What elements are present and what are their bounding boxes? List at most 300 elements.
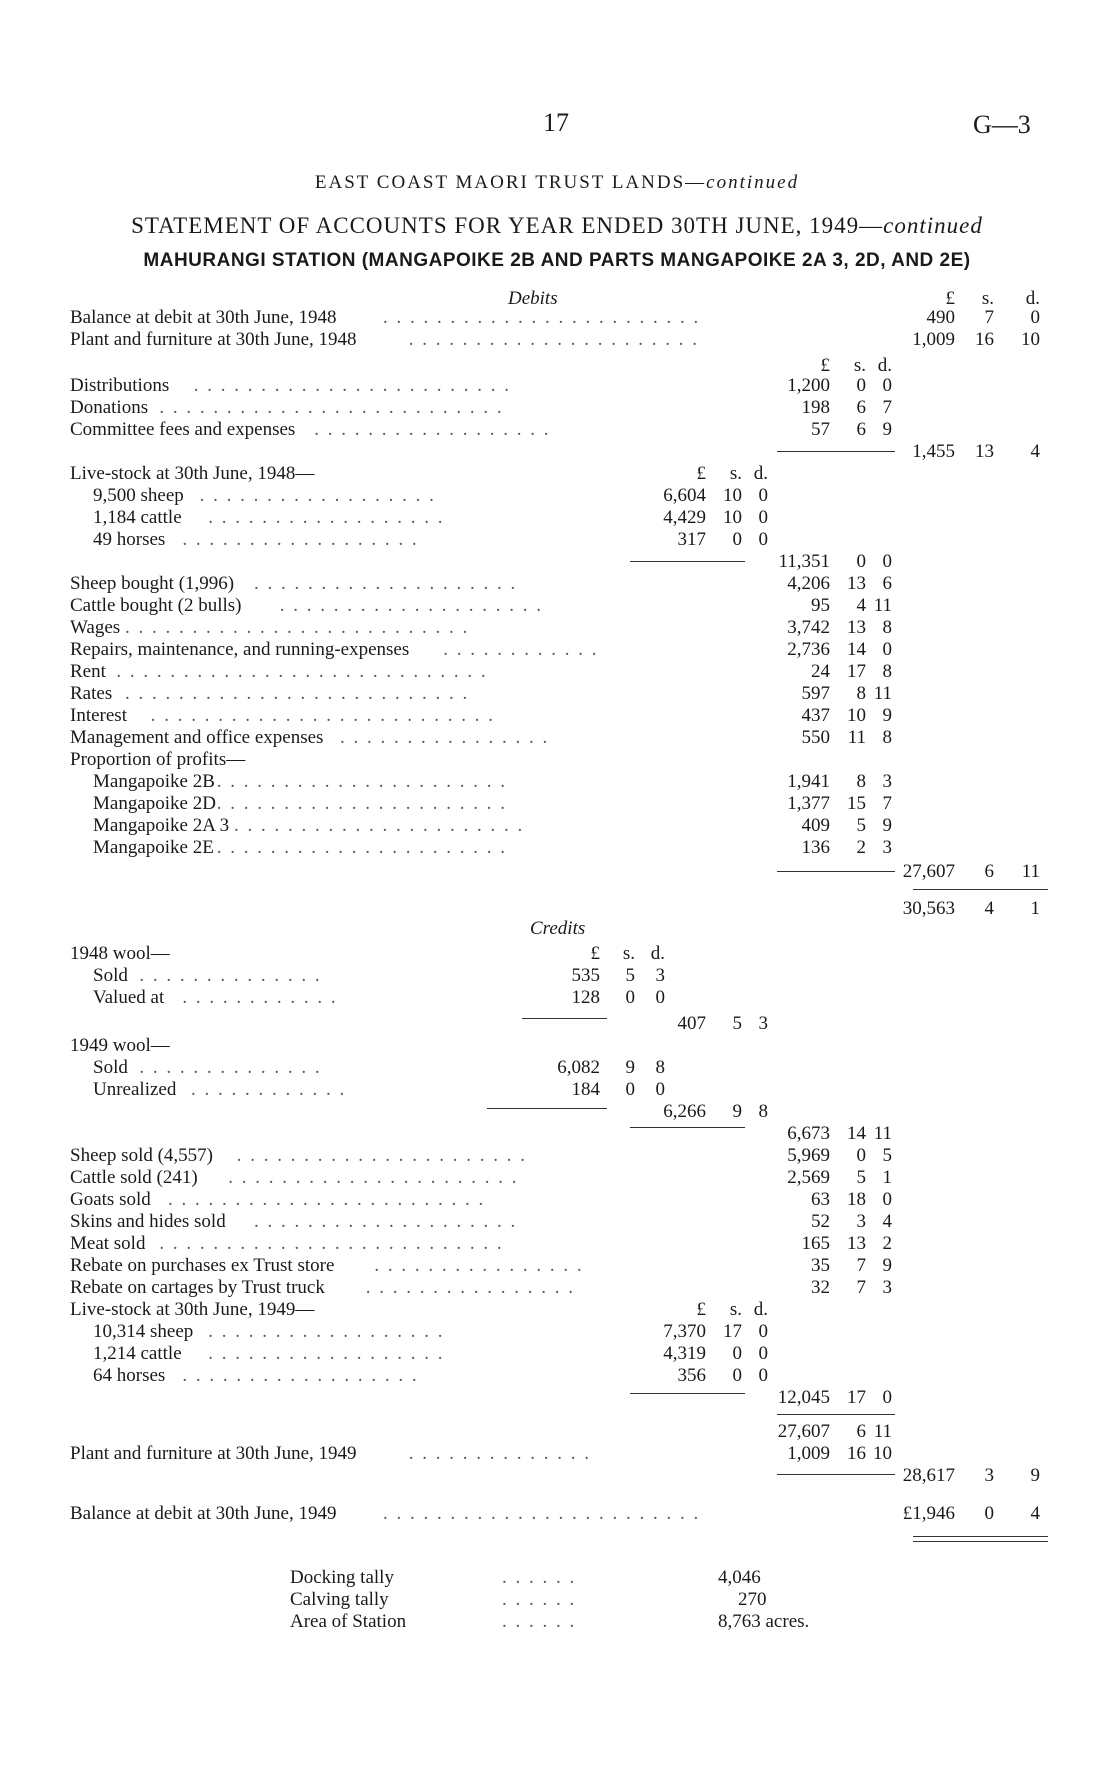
profit-share-shillings: 8 — [856, 771, 866, 792]
credit-item-pounds: 165 — [801, 1233, 830, 1254]
ledger-row — [0, 397, 1114, 419]
livestock-1949-item-pence: 0 — [758, 1365, 768, 1386]
row-label: Management and office expenses — [70, 727, 324, 748]
row-label: Plant and furniture at 30th June, 1948 — [70, 329, 357, 350]
leader-dots: . . . . . . . . . . . . . . . . . . — [208, 1343, 445, 1364]
leader-dots: . . . . . . . . . . . . . . . . . . . . . . . . . . — [150, 705, 496, 726]
row-label: Committee fees and expenses — [70, 419, 296, 440]
credits-wool-col-head-pounds: £ — [590, 943, 600, 964]
sheep-1948-shillings: 10 — [723, 485, 742, 506]
wool-total-shillings: 14 — [847, 1123, 866, 1144]
row-label: Rebate on purchases ex Trust store — [70, 1255, 335, 1276]
row-label: Rent — [70, 661, 106, 682]
debit-item-shillings: 17 — [847, 661, 866, 682]
leader-dots: . . . . . . . . . . . . . . — [408, 1443, 592, 1464]
wool-1949-sold-pounds: 6,082 — [557, 1057, 600, 1078]
livestock-1949-item-pounds: 7,370 — [663, 1321, 706, 1342]
horses-1948-pounds: 317 — [677, 529, 706, 550]
row-label: Sold — [93, 965, 128, 986]
rule-line — [913, 1541, 1048, 1542]
leader-dots: . . . . . . . . . . . . . . . . . . . . . . . . . . — [125, 617, 470, 638]
debit-item-shillings: 10 — [847, 705, 866, 726]
wool-1948-valued-pence: 0 — [655, 987, 665, 1008]
ledger-row — [0, 1277, 1114, 1299]
cattle-1948-pounds: 4,429 — [663, 507, 706, 528]
ledger-row — [0, 1421, 1114, 1443]
debits-grand-total-pounds: 30,563 — [902, 898, 955, 919]
livestock-1949-col-head-pence: d. — [753, 1299, 768, 1320]
credit-item-pence: 9 — [882, 1255, 892, 1276]
plant-1948-pounds: 1,009 — [912, 329, 955, 350]
ledger-row — [0, 771, 1114, 793]
leader-dots: . . . . . . — [502, 1567, 577, 1588]
debit-item-pounds: 597 — [801, 683, 830, 704]
credit-item-shillings: 7 — [856, 1277, 866, 1298]
row-label: 1,214 cattle — [93, 1343, 182, 1364]
row-label: Sheep bought (1,996) — [70, 573, 235, 594]
livestock-1948-col-head-shillings: s. — [729, 463, 742, 484]
leader-dots: . . . . . . . . . . . . . . . . . . . . . . — [234, 815, 525, 836]
livestock-1949-item-pence: 0 — [758, 1343, 768, 1364]
row-label: 49 horses — [93, 529, 166, 550]
livestock-1949-item-shillings: 17 — [723, 1321, 742, 1342]
debit-item-pence: 0 — [882, 639, 892, 660]
credit-item-pence: 4 — [882, 1211, 892, 1232]
leader-dots: . . . . . . . . . . . . . . . . — [374, 1255, 584, 1276]
livestock-1948-col-head-pence: d. — [753, 463, 768, 484]
row-label: Mangapoike 2A 3 — [93, 815, 230, 836]
ledger-row — [0, 898, 1114, 920]
plant-1949-shillings: 16 — [847, 1443, 866, 1464]
plant-1948-shillings: 16 — [975, 329, 994, 350]
ledger-row — [0, 1123, 1114, 1145]
ledger-row — [0, 1057, 1114, 1079]
page-number: 17 — [543, 108, 569, 137]
debit-item-shillings: 4 — [856, 595, 866, 616]
livestock-1949-col-head-shillings: s. — [729, 1299, 742, 1320]
livestock-1949-item-pounds: 4,319 — [663, 1343, 706, 1364]
ledger-row — [0, 551, 1114, 573]
debit-item-shillings: 13 — [847, 573, 866, 594]
credit-item-shillings: 0 — [856, 1145, 866, 1166]
debits-main-col-head — [0, 355, 1114, 377]
tally-row — [0, 1567, 1114, 1589]
ledger-row — [0, 441, 1114, 463]
debits-total-col-head-pounds: £ — [945, 288, 955, 309]
leader-dots: . . . . . . . . . . . . . . . . . . . . . . . . . . . . — [116, 661, 488, 682]
row-label: Rates — [70, 683, 113, 704]
row-label: Proportion of profits— — [70, 749, 246, 770]
row-label: 1,184 cattle — [93, 507, 182, 528]
ledger-row — [0, 943, 1114, 965]
debit-item-shillings: 14 — [847, 639, 866, 660]
debits-subtotal-pounds: 27,607 — [902, 861, 955, 882]
profit-share-pounds: 136 — [801, 837, 830, 858]
row-label: Valued at — [93, 987, 165, 1008]
ledger-row — [0, 1387, 1114, 1409]
livestock-1949-item-pounds: 356 — [677, 1365, 706, 1386]
wool-1948-valued-pounds: 128 — [571, 987, 600, 1008]
leader-dots: . . . . . . . . . . . . . . . . . . . . . . — [236, 1145, 528, 1166]
debit-item-pounds: 95 — [811, 595, 830, 616]
ledger-row — [0, 705, 1114, 727]
leader-dots: . . . . . . . . . . . . . . . . . . — [314, 419, 551, 440]
credits-total-shillings: 3 — [984, 1465, 994, 1486]
credit-item-shillings: 3 — [856, 1211, 866, 1232]
debit-item-pence: 11 — [873, 683, 892, 704]
statement-title: STATEMENT OF ACCOUNTS FOR YEAR ENDED 30TH JUNE, 1949—continued — [131, 213, 983, 238]
leader-dots: . . . . . . . . . . . . . . . . . . . . . . — [408, 329, 700, 350]
leader-dots: . . . . . . . . . . . . . . . . . . . . — [279, 595, 544, 616]
credit-item-pence: 3 — [882, 1277, 892, 1298]
wool-1948-net-shillings: 5 — [732, 1013, 742, 1034]
leader-dots: . . . . . . . . . . . . — [191, 1079, 347, 1100]
ledger-row — [0, 329, 1114, 351]
credit-item-pounds: 5,969 — [787, 1145, 830, 1166]
row-label: 10,314 sheep — [93, 1321, 194, 1342]
leader-dots: . . . . . . . . . . . . . . — [139, 1057, 322, 1078]
ledger-row — [0, 1365, 1114, 1387]
document-reference: G—3 — [973, 110, 1031, 139]
row-label: Balance at debit at 30th June, 1949 — [70, 1503, 337, 1524]
credit-item-pence: 0 — [882, 1189, 892, 1210]
debits-grand-total-shillings: 4 — [984, 898, 994, 919]
rule-line — [913, 889, 1048, 890]
leader-dots: . . . . . . . . . . . . . . . . . . — [199, 485, 436, 506]
profit-share-shillings: 2 — [856, 837, 866, 858]
profit-share-shillings: 5 — [856, 815, 866, 836]
committee-fees-pounds: 57 — [811, 419, 830, 440]
wool-1949-net-pounds: 6,266 — [663, 1101, 706, 1122]
ledger-row — [0, 1079, 1114, 1101]
ledger-row — [0, 529, 1114, 551]
tally-label: Calving tally — [290, 1589, 389, 1610]
wool-1949-net-pence: 8 — [758, 1101, 768, 1122]
credit-item-shillings: 13 — [847, 1233, 866, 1254]
plant-1949-pounds: 1,009 — [787, 1443, 830, 1464]
wool-1948-valued-shillings: 0 — [625, 987, 635, 1008]
wool-1949-unrealized-pence: 0 — [655, 1079, 665, 1100]
debits-subtotal-pence: 11 — [1021, 861, 1040, 882]
leader-dots: . . . . . . . . . . . . . . . . . . — [182, 529, 419, 550]
ledger-row — [0, 1035, 1114, 1057]
debits-heading: Debits — [508, 288, 558, 309]
leader-dots: . . . . . . — [502, 1611, 577, 1632]
credit-item-pence: 1 — [882, 1167, 892, 1188]
credits-subtotal-pence: 11 — [873, 1421, 892, 1442]
leader-dots: . . . . . . . . . . . . . . . . . . . . — [254, 1211, 518, 1232]
tally-row — [0, 1611, 1114, 1633]
ledger-row — [0, 573, 1114, 595]
ledger-row — [0, 595, 1114, 617]
ledger-row — [0, 419, 1114, 441]
wool-1949-unrealized-pounds: 184 — [571, 1079, 600, 1100]
wool-1949-unrealized-shillings: 0 — [625, 1079, 635, 1100]
debit-item-pounds: 550 — [801, 727, 830, 748]
credits-wool-col-head-pence: d. — [650, 943, 665, 964]
ledger-row — [0, 1465, 1114, 1487]
livestock-1949-item-shillings: 0 — [732, 1365, 742, 1386]
livestock-1949-col-head — [0, 1299, 1114, 1321]
leader-dots: . . . . . . — [502, 1589, 577, 1610]
debit-item-pence: 11 — [873, 595, 892, 616]
row-label: Mangapoike 2B — [93, 771, 215, 792]
ledger-row — [0, 749, 1114, 771]
tally-label: Area of Station — [290, 1611, 407, 1632]
row-label: 64 horses — [93, 1365, 166, 1386]
debit-item-shillings: 13 — [847, 617, 866, 638]
ledger-row — [0, 1189, 1114, 1211]
livestock-1949-total-shillings: 17 — [847, 1387, 866, 1408]
debit-item-pounds: 2,736 — [787, 639, 830, 660]
wool-1948-net-pounds: 407 — [677, 1013, 706, 1034]
row-label: 1949 wool— — [70, 1035, 170, 1056]
leader-dots: . . . . . . . . . . . . . . . . — [365, 1277, 576, 1298]
balance-1948-pence: 0 — [1030, 307, 1040, 328]
distributions-total-pounds: 1,455 — [912, 441, 955, 462]
wool-1948-sold-shillings: 5 — [625, 965, 635, 986]
wool-1949-sold-pence: 8 — [655, 1057, 665, 1078]
station-title: MAHURANGI STATION (MANGAPOIKE 2B AND PARTS MANGAPOIKE 2A 3, 2D, AND 2E) — [143, 250, 971, 271]
debits-total-col-head-shillings: s. — [981, 288, 994, 309]
row-label: Mangapoike 2E — [93, 837, 214, 858]
row-label: Cattle bought (2 bulls) — [70, 595, 242, 616]
debits-main-col-head-pence: d. — [877, 355, 892, 376]
row-label: Live-stock at 30th June, 1948— — [70, 463, 315, 484]
livestock-1948-col-head-pounds: £ — [696, 463, 706, 484]
credit-item-pounds: 32 — [811, 1277, 830, 1298]
distributions-pence: 0 — [882, 375, 892, 396]
leader-dots: . . . . . . . . . . . . . . . . . . . . . . . . . . — [125, 683, 470, 704]
leader-dots: . . . . . . . . . . . . . . . . . . — [208, 1321, 445, 1342]
profit-share-pounds: 409 — [801, 815, 830, 836]
row-label: Live-stock at 30th June, 1949— — [70, 1299, 315, 1320]
ledger-row — [0, 965, 1114, 987]
livestock-1949-total-pence: 0 — [882, 1387, 892, 1408]
leader-dots: . . . . . . . . . . . . . . . . . . . . . . . . . . — [159, 1233, 504, 1254]
donations-pounds: 198 — [801, 397, 830, 418]
distributions-shillings: 0 — [856, 375, 866, 396]
profit-share-shillings: 15 — [847, 793, 866, 814]
leader-dots: . . . . . . . . . . . . — [443, 639, 599, 660]
leader-dots: . . . . . . . . . . . . . . . . . . . . . . — [228, 1167, 519, 1188]
ledger-row — [0, 1343, 1114, 1365]
row-label: Plant and furniture at 30th June, 1949 — [70, 1443, 357, 1464]
profit-share-pence: 3 — [882, 837, 892, 858]
row-label: Donations — [70, 397, 149, 418]
profit-share-pence: 3 — [882, 771, 892, 792]
ledger-row — [0, 307, 1114, 329]
credit-item-pence: 2 — [882, 1233, 892, 1254]
tally-value: 270 — [738, 1589, 767, 1610]
leader-dots: . . . . . . . . . . . . . . — [139, 965, 322, 986]
credit-item-pounds: 63 — [811, 1189, 830, 1210]
ledger-row — [0, 1443, 1114, 1465]
debit-item-pounds: 437 — [801, 705, 830, 726]
leader-dots: . . . . . . . . . . . . — [182, 987, 338, 1008]
balance-1949-shillings: 0 — [984, 1503, 994, 1524]
ledger-row — [0, 375, 1114, 397]
ledger-row — [0, 1255, 1114, 1277]
row-label: Unrealized — [93, 1079, 177, 1100]
livestock-1948-col-head — [0, 463, 1114, 485]
rule-line — [913, 1536, 1048, 1537]
ledger-row — [0, 837, 1114, 859]
balance-1948-pounds: 490 — [926, 307, 955, 328]
sheep-1948-pence: 0 — [758, 485, 768, 506]
sheep-1948-pounds: 6,604 — [663, 485, 706, 506]
debit-item-pence: 6 — [882, 573, 892, 594]
debit-item-shillings: 11 — [847, 727, 866, 748]
wool-1949-net-shillings: 9 — [732, 1101, 742, 1122]
livestock-1948-total-shillings: 0 — [856, 551, 866, 572]
plant-1948-pence: 10 — [1021, 329, 1040, 350]
debit-item-pounds: 4,206 — [787, 573, 830, 594]
balance-1949-pounds: £1,946 — [902, 1503, 955, 1524]
donations-pence: 7 — [882, 397, 892, 418]
ledger-row — [0, 661, 1114, 683]
donations-shillings: 6 — [856, 397, 866, 418]
leader-dots: . . . . . . . . . . . . . . . . . . . . . . . . — [383, 307, 701, 328]
debit-item-pence: 9 — [882, 705, 892, 726]
leader-dots: . . . . . . . . . . . . . . . . . . . . — [254, 573, 518, 594]
ledger-row — [0, 1167, 1114, 1189]
row-label: Mangapoike 2D — [93, 793, 216, 814]
row-label: Goats sold — [70, 1189, 151, 1210]
row-label: Sold — [93, 1057, 128, 1078]
ledger-row — [0, 1321, 1114, 1343]
credit-item-pounds: 2,569 — [787, 1167, 830, 1188]
ledger-row — [0, 727, 1114, 749]
row-label: Cattle sold (241) — [70, 1167, 198, 1188]
credit-item-shillings: 18 — [847, 1189, 866, 1210]
row-label: Distributions — [70, 375, 170, 396]
credit-item-shillings: 5 — [856, 1167, 866, 1188]
row-label: 9,500 sheep — [93, 485, 184, 506]
credit-item-shillings: 7 — [856, 1255, 866, 1276]
debit-item-shillings: 8 — [856, 683, 866, 704]
wool-1948-net-pence: 3 — [758, 1013, 768, 1034]
debit-item-pounds: 24 — [811, 661, 830, 682]
cattle-1948-shillings: 10 — [723, 507, 742, 528]
profit-share-pence: 9 — [882, 815, 892, 836]
ledger-row — [0, 987, 1114, 1009]
wool-total-pence: 11 — [873, 1123, 892, 1144]
livestock-1949-col-head-pounds: £ — [696, 1299, 706, 1320]
profit-share-pence: 7 — [882, 793, 892, 814]
wool-total-pounds: 6,673 — [787, 1123, 830, 1144]
ledger-row — [0, 793, 1114, 815]
row-label: Wages — [70, 617, 121, 638]
row-label: Rebate on cartages by Trust truck — [70, 1277, 325, 1298]
debits-total-col-head-pence: d. — [1025, 288, 1040, 309]
credit-item-pence: 5 — [882, 1145, 892, 1166]
debit-item-pounds: 3,742 — [787, 617, 830, 638]
profit-share-pounds: 1,377 — [787, 793, 830, 814]
debit-item-pence: 8 — [882, 617, 892, 638]
ledger-row — [0, 683, 1114, 705]
debits-grand-total-pence: 1 — [1030, 898, 1040, 919]
tally-row — [0, 1589, 1114, 1611]
distributions-total-pence: 4 — [1030, 441, 1040, 462]
cattle-1948-pence: 0 — [758, 507, 768, 528]
tally-label: Docking tally — [290, 1567, 394, 1588]
wool-1949-sold-shillings: 9 — [625, 1057, 635, 1078]
ledger-row — [0, 507, 1114, 529]
credits-heading: Credits — [530, 918, 586, 939]
credits-total-pounds: 28,617 — [902, 1465, 955, 1486]
distributions-total-shillings: 13 — [975, 441, 994, 462]
ledger-row — [0, 1211, 1114, 1233]
debits-main-col-head-shillings: s. — [853, 355, 866, 376]
ledger-row — [0, 1145, 1114, 1167]
leader-dots: . . . . . . . . . . . . . . . . . . . . . . . . — [168, 1189, 486, 1210]
balance-1948-shillings: 7 — [984, 307, 994, 328]
debit-item-pence: 8 — [882, 727, 892, 748]
credits-subtotal-pounds: 27,607 — [777, 1421, 830, 1442]
horses-1948-pence: 0 — [758, 529, 768, 550]
section-title: EAST COAST MAORI TRUST LANDS—continued — [314, 172, 800, 193]
ledger-row — [0, 639, 1114, 661]
ledger-row — [0, 617, 1114, 639]
ledger-row — [0, 485, 1114, 507]
committee-fees-shillings: 6 — [856, 419, 866, 440]
debit-item-pence: 8 — [882, 661, 892, 682]
row-label: 1948 wool— — [70, 943, 170, 964]
credit-item-pounds: 35 — [811, 1255, 830, 1276]
credits-subtotal-shillings: 6 — [856, 1421, 866, 1442]
livestock-1948-total-pounds: 11,351 — [778, 551, 830, 572]
leader-dots: . . . . . . . . . . . . . . . . . . — [208, 507, 445, 528]
leader-dots: . . . . . . . . . . . . . . . . . . . . . . . . — [193, 375, 512, 396]
row-label: Repairs, maintenance, and running-expenses — [70, 639, 410, 660]
committee-fees-pence: 9 — [882, 419, 892, 440]
ledger-row — [0, 861, 1114, 883]
rule-line — [777, 1414, 895, 1415]
debits-subtotal-shillings: 6 — [984, 861, 994, 882]
row-label: Skins and hides sold — [70, 1211, 226, 1232]
livestock-1949-item-shillings: 0 — [732, 1343, 742, 1364]
balance-1949-pence: 4 — [1030, 1503, 1040, 1524]
leader-dots: . . . . . . . . . . . . . . . . . . . . . . . . . . — [159, 397, 504, 418]
credits-total-pence: 9 — [1030, 1465, 1040, 1486]
leader-dots: . . . . . . . . . . . . . . . . . . . . . . . . — [383, 1503, 701, 1524]
leader-dots: . . . . . . . . . . . . . . . . . . — [182, 1365, 419, 1386]
leader-dots: . . . . . . . . . . . . . . . . . . . . . . — [216, 771, 508, 792]
row-label: Meat sold — [70, 1233, 146, 1254]
horses-1948-shillings: 0 — [732, 529, 742, 550]
livestock-1949-total-pounds: 12,045 — [777, 1387, 830, 1408]
leader-dots: . . . . . . . . . . . . . . . . — [340, 727, 550, 748]
tally-value: 4,046 — [718, 1567, 761, 1588]
ledger-row — [0, 815, 1114, 837]
tally-value: 8,763 acres. — [718, 1611, 810, 1632]
livestock-1948-total-pence: 0 — [882, 551, 892, 572]
row-label: Sheep sold (4,557) — [70, 1145, 214, 1166]
ledger-row — [0, 1503, 1114, 1525]
ledger-row — [0, 1013, 1114, 1035]
credits-wool-col-head-shillings: s. — [622, 943, 635, 964]
row-label: Balance at debit at 30th June, 1948 — [70, 307, 337, 328]
debits-main-col-head-pounds: £ — [820, 355, 830, 376]
plant-1949-pence: 10 — [873, 1443, 892, 1464]
ledger-row — [0, 1233, 1114, 1255]
distributions-pounds: 1,200 — [787, 375, 830, 396]
wool-1948-sold-pounds: 535 — [571, 965, 600, 986]
leader-dots: . . . . . . . . . . . . . . . . . . . . . . — [216, 793, 508, 814]
credit-item-pounds: 52 — [811, 1211, 830, 1232]
profit-share-pounds: 1,941 — [787, 771, 830, 792]
